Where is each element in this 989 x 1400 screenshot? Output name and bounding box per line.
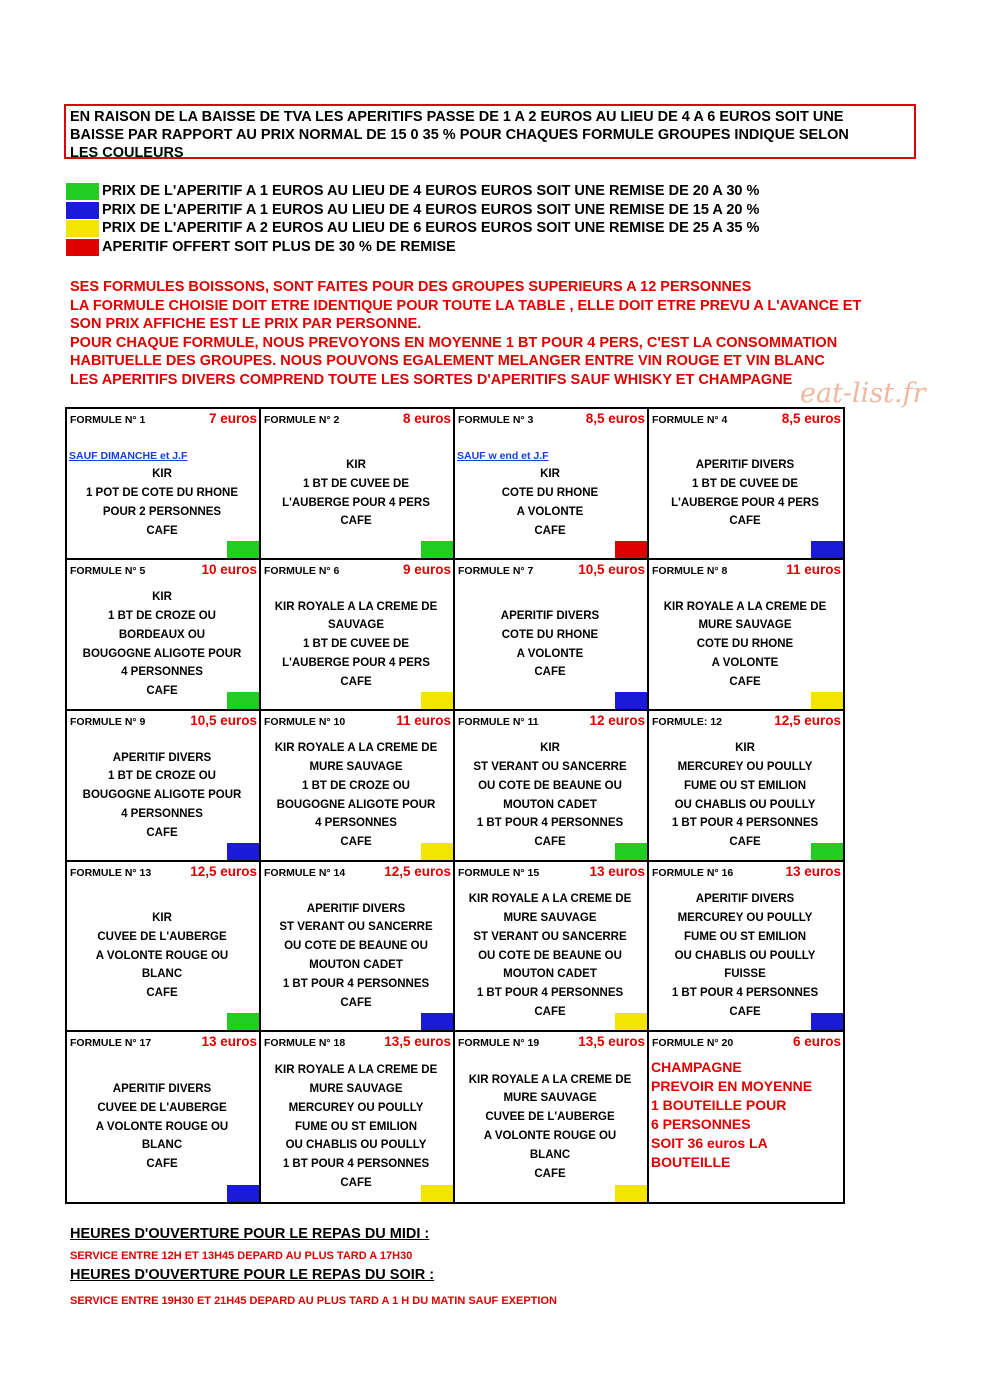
formula-restriction-note: SAUF w end et J.F: [457, 449, 549, 462]
formula-price: 12 euros: [589, 713, 645, 728]
formula-item: CAFE: [340, 515, 372, 528]
formula-name: FORMULE N° 11: [458, 716, 539, 728]
formula-name: FORMULE N° 6: [264, 565, 340, 577]
discount-swatch-green: [227, 1013, 259, 1030]
formula-item: COTE DU RHONE: [696, 638, 794, 651]
formula-contents: [69, 737, 255, 854]
formula-item: BORDEAUX OU: [118, 628, 206, 641]
formula-header: [70, 411, 257, 429]
tva-notice-box: [64, 104, 916, 159]
formula-item: L'AUBERGE POUR 4 PERS: [282, 496, 430, 509]
formula-item: APERITIF DIVERS: [500, 609, 600, 622]
formula-contents: [457, 888, 643, 1024]
legend-text: PRIX DE L'APERITIF A 2 EUROS AU LIEU DE 6 EUROS EUROS SOIT UNE REMISE DE 25 A 35 %: [102, 220, 760, 236]
formula-item: BOUGOGNE ALIGOTE POUR: [276, 798, 436, 811]
formula-item: 1 BT DE CROZE OU: [108, 609, 216, 622]
formula-cell: [649, 711, 843, 862]
watermark: eat-list.fr: [800, 378, 926, 409]
formula-item: OU COTE DE BEAUNE OU: [284, 940, 428, 953]
discount-swatch-blue: [615, 692, 647, 709]
formula-name: FORMULE N° 8: [652, 565, 728, 577]
formula-item: ST VERANT OU SANCERRE: [279, 921, 433, 934]
formula-name: FORMULE N° 3: [458, 414, 534, 426]
legend-swatch-blue: [66, 202, 99, 219]
formula-cell: [261, 711, 455, 862]
formula-header: [652, 713, 841, 731]
formula-item: A VOLONTE ROUGE OU: [95, 1120, 229, 1133]
evening-hours-text: SERVICE ENTRE 19H30 ET 21H45 DEPARD AU PLUS TARD A 1 H DU MATIN SAUF EXEPTION: [70, 1295, 557, 1307]
formula-restriction-note: SAUF DIMANCHE et J.F: [69, 449, 188, 462]
formula-contents: [69, 1058, 255, 1196]
formula-contents: [651, 435, 839, 552]
formula-item: CAFE: [340, 1176, 372, 1189]
formula-price: 8,5 euros: [585, 411, 645, 426]
formula-price: 13 euros: [785, 864, 841, 879]
formula-header: [264, 713, 451, 731]
formula-name: FORMULE N° 13: [70, 867, 152, 879]
formula-cell: [261, 862, 455, 1032]
formula-header: [458, 562, 645, 580]
formula-price: 9 euros: [402, 562, 451, 577]
formula-item: CHAMPAGNE: [651, 1059, 742, 1075]
formula-price: 13 euros: [201, 1034, 257, 1049]
formula-item: 1 BT POUR 4 PERSONNES: [671, 817, 819, 830]
midday-hours-text: SERVICE ENTRE 12H ET 13H45 DEPARD AU PLUS TARD A 17H30: [70, 1250, 413, 1262]
formula-contents: [263, 1058, 449, 1196]
formula-header: [458, 1034, 645, 1052]
formula-item: KIR ROYALE A LA CREME DE: [663, 600, 827, 613]
formula-item: 1 BT DE CROZE OU: [302, 779, 410, 792]
formula-item: BLANC: [141, 1139, 183, 1152]
formula-item: CUVEE DE L'AUBERGE: [97, 930, 227, 943]
discount-swatch-green: [227, 692, 259, 709]
formula-cell: [261, 560, 455, 711]
formula-item: 4 PERSONNES: [121, 807, 203, 820]
formula-item: MURE SAUVAGE: [503, 1092, 597, 1105]
formula-item: OU CHABLIS OU POULLY: [674, 949, 816, 962]
formula-contents: [69, 435, 255, 552]
formula-item: OU CHABLIS OU POULLY: [674, 798, 816, 811]
rule-line: POUR CHAQUE FORMULE, NOUS PREVOYONS EN MOYENNE 1 BT POUR 4 PERS, C'EST LA CONSOMMATION: [70, 334, 838, 351]
formula-item: COTE DU RHONE: [501, 487, 599, 500]
formula-item: ST VERANT OU SANCERRE: [473, 930, 627, 943]
formula-item: KIR: [152, 591, 172, 604]
formula-price: 13,5 euros: [384, 1034, 451, 1049]
legend-row: [66, 201, 759, 219]
formula-price: 13,5 euros: [578, 1034, 645, 1049]
formula-header: [652, 1034, 841, 1052]
formula-item: A VOLONTE: [711, 656, 779, 669]
legend-text: PRIX DE L'APERITIF A 1 EUROS AU LIEU DE 4 EUROS EUROS SOIT UNE REMISE DE 15 A 20 %: [102, 202, 760, 218]
formula-item: CAFE: [534, 1005, 566, 1018]
formula-header: [70, 864, 257, 882]
discount-swatch-yellow: [421, 1185, 453, 1202]
formula-item: CAFE: [146, 1158, 178, 1171]
formula-name: FORMULE N° 14: [264, 867, 346, 879]
formula-item: SOIT 36 euros LA: [651, 1135, 768, 1151]
discount-swatch-yellow: [421, 843, 453, 860]
formula-item: 1 BT DE CUVEE DE: [302, 638, 410, 651]
formula-item: KIR: [540, 468, 560, 481]
formula-item: KIR: [735, 742, 755, 755]
formula-price: 13 euros: [589, 864, 645, 879]
formula-item: KIR: [152, 468, 172, 481]
formula-name: FORMULE N° 2: [264, 414, 340, 426]
discount-swatch-green: [615, 843, 647, 860]
formula-price: 12,5 euros: [190, 864, 257, 879]
formula-item: CAFE: [340, 675, 372, 688]
formula-item: KIR ROYALE A LA CREME DE: [274, 742, 438, 755]
formula-item: ST VERANT OU SANCERRE: [473, 760, 627, 773]
formula-item: CAFE: [729, 515, 761, 528]
notice-line: BAISSE PAR RAPPORT AU PRIX NORMAL DE 15 0 35 % POUR CHAQUES FORMULE GROUPES INDIQUE SELON: [70, 127, 849, 143]
formula-item: SAUVAGE: [327, 619, 385, 632]
formula-price: 12,5 euros: [384, 864, 451, 879]
formula-name: FORMULE N° 16: [652, 867, 734, 879]
discount-swatch-red: [615, 541, 647, 558]
formula-item: FUME OU ST EMILION: [294, 1120, 418, 1133]
formula-item: BOUTEILLE: [651, 1154, 731, 1170]
rule-line: HABITUELLE DES GROUPES. NOUS POUVONS EGALEMENT MELANGER ENTRE VIN ROUGE ET VIN BLANC: [70, 353, 825, 370]
formula-item: 1 BT DE CUVEE DE: [302, 477, 410, 490]
formula-cell: [649, 862, 843, 1032]
formula-name: FORMULE N° 7: [458, 565, 534, 577]
discount-swatch-yellow: [615, 1185, 647, 1202]
formula-cell: [67, 409, 261, 560]
formula-item: APERITIF DIVERS: [695, 893, 795, 906]
formula-contents: [69, 586, 255, 703]
formula-contents: [263, 888, 449, 1024]
formula-item: KIR ROYALE A LA CREME DE: [274, 1064, 438, 1077]
rule-line: LES APERITIFS DIVERS COMPREND TOUTE LES SORTES D'APERITIFS SAUF WHISKY ET CHAMPAGNE: [70, 371, 793, 388]
formula-item: A VOLONTE ROUGE OU: [483, 1130, 617, 1142]
formula-header: [70, 713, 257, 731]
formula-item: MOUTON CADET: [503, 798, 597, 811]
formula-item: BLANC: [529, 1148, 571, 1161]
formula-header: [652, 411, 841, 429]
discount-swatch-blue: [811, 541, 843, 558]
formula-contents: [69, 888, 255, 1024]
formula-item: 1 BT POUR 4 PERSONNES: [282, 977, 430, 990]
formula-item: CAFE: [146, 826, 178, 839]
formula-cell: [261, 409, 455, 560]
formula-item: CAFE: [146, 685, 178, 698]
formula-item: KIR: [540, 742, 560, 755]
formula-item: KIR: [152, 912, 172, 924]
evening-hours-title: HEURES D'OUVERTURE POUR LE REPAS DU SOIR :: [70, 1267, 435, 1283]
legend-swatch-red: [66, 239, 99, 256]
formula-item: L'AUBERGE POUR 4 PERS: [671, 496, 819, 509]
formula-item: CAFE: [534, 524, 566, 537]
formula-item: MERCUREY OU POULLY: [677, 760, 813, 773]
formula-cell: [455, 560, 649, 711]
formula-price: 8,5 euros: [781, 411, 841, 426]
formula-item: KIR ROYALE A LA CREME DE: [274, 600, 438, 613]
formula-cell: [67, 560, 261, 711]
formula-header: [264, 864, 451, 882]
discount-swatch-yellow: [615, 1013, 647, 1030]
formula-item: APERITIF DIVERS: [112, 751, 212, 764]
formula-cell: [455, 1032, 649, 1202]
formula-item: CAFE: [729, 675, 761, 688]
formula-price: 10,5 euros: [578, 562, 645, 577]
formula-item: 1 BT POUR 4 PERSONNES: [476, 987, 624, 1000]
formula-item: CAFE: [729, 1005, 761, 1018]
formula-item: KIR ROYALE A LA CREME DE: [468, 893, 632, 906]
formula-contents: [263, 586, 449, 703]
formula-item: COTE DU RHONE: [501, 628, 599, 641]
formula-name: FORMULE N° 9: [70, 716, 146, 728]
formula-price: 8 euros: [402, 411, 451, 426]
formula-item: 1 BT POUR 4 PERSONNES: [671, 987, 819, 1000]
formula-item: 1 BT DE CROZE OU: [108, 770, 216, 783]
formula-header: [652, 562, 841, 580]
formula-item: CAFE: [534, 666, 566, 679]
formula-item: 6 PERSONNES: [651, 1116, 751, 1132]
formula-item: 4 PERSONNES: [121, 666, 203, 679]
formula-item: OU COTE DE BEAUNE OU: [478, 949, 622, 962]
formula-item: 1 BT POUR 4 PERSONNES: [476, 817, 624, 830]
formula-cell: [455, 711, 649, 862]
discount-swatch-yellow: [811, 692, 843, 709]
formula-item: MERCUREY OU POULLY: [288, 1101, 424, 1114]
formula-item: CAFE: [146, 524, 178, 537]
formula-header: [458, 713, 645, 731]
legend-text: APERITIF OFFERT SOIT PLUS DE 30 % DE REMISE: [102, 239, 456, 255]
formula-header: [652, 864, 841, 882]
formula-item: 1 BOUTEILLE POUR: [651, 1097, 787, 1113]
formula-contents: [651, 888, 839, 1024]
formula-contents: [263, 737, 449, 854]
formula-item: CAFE: [340, 996, 372, 1009]
formula-item: OU CHABLIS OU POULLY: [285, 1139, 427, 1152]
discount-swatch-blue: [227, 843, 259, 860]
formula-name: FORMULE N° 4: [652, 414, 728, 426]
formula-cell: [455, 409, 649, 560]
formula-name: FORMULE: 12: [652, 716, 723, 728]
formula-item: APERITIF DIVERS: [695, 458, 795, 471]
discount-swatch-blue: [421, 1013, 453, 1030]
formula-item: MERCUREY OU POULLY: [677, 912, 813, 924]
formula-cell: [649, 1032, 843, 1202]
discount-swatch-blue: [227, 1185, 259, 1202]
notice-line: LES COULEURS: [70, 145, 184, 161]
formula-item: FUISSE: [724, 968, 766, 981]
formula-item: POUR 2 PERSONNES: [102, 505, 222, 518]
rule-line: SON PRIX AFFICHE EST LE PRIX PAR PERSONNE.: [70, 316, 422, 333]
formula-name: FORMULE N° 1: [70, 414, 146, 426]
formula-item: BLANC: [141, 968, 183, 981]
formula-item: CUVEE DE L'AUBERGE: [485, 1111, 615, 1124]
formula-price: 6 euros: [792, 1034, 841, 1049]
discount-swatch-green: [811, 843, 843, 860]
formula-item: OU COTE DE BEAUNE OU: [478, 779, 622, 792]
legend-row: [66, 238, 456, 256]
formula-item: CAFE: [534, 836, 566, 849]
formula-contents: [651, 586, 839, 703]
formula-price: 11 euros: [396, 713, 451, 728]
formula-item: 1 POT DE COTE DU RHONE: [85, 487, 239, 500]
formula-item: MURE SAUVAGE: [698, 619, 792, 632]
formula-header: [264, 562, 451, 580]
formula-item: FUME OU ST EMILION: [683, 779, 807, 792]
formula-item: KIR ROYALE A LA CREME DE: [468, 1073, 632, 1086]
formula-item: FUME OU ST EMILION: [683, 930, 807, 943]
midday-hours-title: HEURES D'OUVERTURE POUR LE REPAS DU MIDI :: [70, 1226, 430, 1242]
formula-item: MURE SAUVAGE: [503, 912, 597, 924]
formula-item: KIR: [346, 458, 366, 471]
formula-contents: [651, 737, 839, 854]
formula-price: 10 euros: [201, 562, 257, 577]
legend-swatch-yellow: [66, 220, 99, 237]
discount-swatch-blue: [811, 1013, 843, 1030]
formula-cell: [455, 862, 649, 1032]
formula-cell: [67, 711, 261, 862]
formula-price: 12,5 euros: [774, 713, 841, 728]
legend-swatch-green: [66, 183, 99, 200]
formula-item: CAFE: [146, 987, 178, 1000]
formula-rules: [70, 278, 910, 390]
formula-item: L'AUBERGE POUR 4 PERS: [282, 656, 430, 669]
formula-name: FORMULE N° 20: [652, 1037, 734, 1049]
formula-header: [70, 562, 257, 580]
formula-item: 4 PERSONNES: [315, 817, 397, 830]
legend-row: [66, 219, 759, 237]
discount-swatch-yellow: [421, 692, 453, 709]
formula-name: FORMULE N° 19: [458, 1037, 540, 1049]
formula-contents: [457, 586, 643, 703]
legend-text: PRIX DE L'APERITIF A 1 EUROS AU LIEU DE 4 EUROS EUROS SOIT UNE REMISE DE 20 A 30 %: [102, 183, 760, 199]
formula-item: A VOLONTE: [516, 505, 584, 518]
discount-swatch-green: [227, 541, 259, 558]
formula-item: A VOLONTE ROUGE OU: [95, 949, 229, 962]
formula-item: APERITIF DIVERS: [306, 902, 406, 915]
formula-cell: [67, 1032, 261, 1202]
formula-item: APERITIF DIVERS: [112, 1083, 212, 1095]
formula-grid: [65, 407, 845, 1204]
formula-name: FORMULE N° 5: [70, 565, 146, 577]
rule-line: SES FORMULES BOISSONS, SONT FAITES POUR DES GROUPES SUPERIEURS A 12 PERSONNES: [70, 279, 752, 295]
formula-name: FORMULE N° 10: [264, 716, 346, 728]
formula-item: 1 BT POUR 4 PERSONNES: [282, 1158, 430, 1171]
formula-header: [264, 1034, 451, 1052]
formula-cell: [261, 1032, 455, 1202]
formula-item: CAFE: [534, 1167, 566, 1180]
formula-item: A VOLONTE: [516, 647, 584, 660]
formula-cell: [67, 862, 261, 1032]
formula-item: CAFE: [340, 836, 372, 849]
formula-item: PREVOIR EN MOYENNE: [651, 1078, 813, 1094]
formula-item: MURE SAUVAGE: [309, 760, 403, 773]
formula-contents: [263, 435, 449, 552]
formula-cell: [649, 560, 843, 711]
formula-cell: [649, 409, 843, 560]
formula-item: BOUGOGNE ALIGOTE POUR: [82, 789, 242, 802]
formula-header: [264, 411, 451, 429]
formula-item: MOUTON CADET: [503, 968, 597, 981]
legend-row: [66, 182, 759, 200]
rule-line: LA FORMULE CHOISIE DOIT ETRE IDENTIQUE POUR TOUTE LA TABLE , ELLE DOIT ETRE PREVU A L'AVANCE ET: [70, 297, 862, 314]
formula-name: FORMULE N° 18: [264, 1037, 346, 1049]
formula-name: FORMULE N° 15: [458, 867, 540, 879]
formula-item: CUVEE DE L'AUBERGE: [97, 1101, 227, 1114]
notice-line: EN RAISON DE LA BAISSE DE TVA LES APERITIFS PASSE DE 1 A 2 EUROS AU LIEU DE 4 A 6 EUROS SOIT UNE: [70, 109, 844, 125]
formula-header: [458, 864, 645, 882]
formula-price: 7 euros: [208, 411, 257, 426]
formula-contents: [457, 737, 643, 854]
discount-swatch-green: [421, 541, 453, 558]
formula-item: 1 BT DE CUVEE DE: [691, 477, 799, 490]
formula-contents: [457, 1058, 643, 1196]
formula-item: MOUTON CADET: [309, 959, 403, 971]
formula-header: [70, 1034, 257, 1052]
formula-price: 11 euros: [786, 562, 841, 577]
formula-header: [458, 411, 645, 429]
formula-item: MURE SAUVAGE: [309, 1083, 403, 1095]
formula-item: CAFE: [729, 836, 761, 849]
formula-contents: [651, 1058, 839, 1196]
formula-contents: [457, 435, 643, 552]
formula-item: BOUGOGNE ALIGOTE POUR: [82, 647, 242, 660]
formula-name: FORMULE N° 17: [70, 1037, 152, 1049]
formula-price: 10,5 euros: [190, 713, 257, 728]
